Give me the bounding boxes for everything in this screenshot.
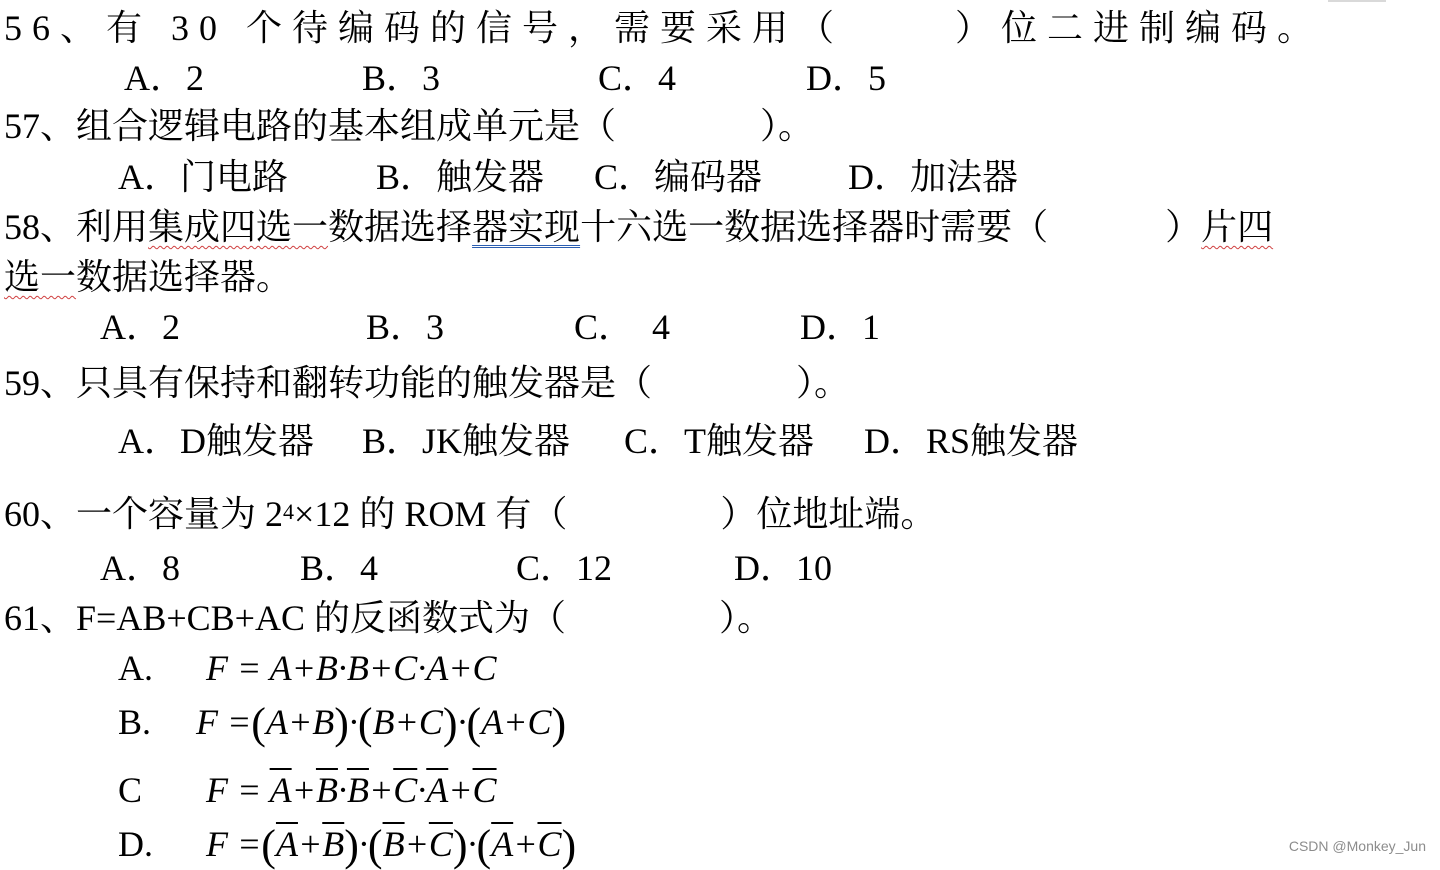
q57-option-c: C．编码器 [594, 157, 763, 197]
question-61-stem: 61、F=AB+CB+AC 的反函数式为（ ）。 [4, 598, 773, 638]
q56-option-a: A．2 [124, 58, 204, 98]
q60-option-b: B．4 [300, 548, 379, 588]
q57-option-a: A．门电路 [118, 157, 288, 197]
q59-option-c: C．T触发器 [624, 421, 815, 461]
q61-option-d-label: D. [118, 824, 153, 864]
q57-option-d: D．加法器 [848, 157, 1018, 197]
q61-option-a-formula: F = A+B·B+C·A+C [206, 648, 497, 688]
q60-option-a: A．8 [100, 548, 180, 588]
question-60-stem: 60、一个容量为 $2^4\times 12$ 的 ROM 有（ ）位地址端。 [4, 494, 937, 534]
q60-option-c: C．12 [516, 548, 613, 588]
question-58-stem-continued: 选一数据选择器。 [4, 257, 293, 297]
q61-option-b-label: B. [118, 702, 152, 742]
q59-option-b: B．JK触发器 [362, 421, 571, 461]
question-58-stem: 58、利用集成四选一数据选择器实现十六选一数据选择器时需要（ ）片四 [4, 207, 1274, 247]
q56-option-b: B．3 [362, 58, 441, 98]
q59-option-d: D．RS触发器 [864, 421, 1079, 461]
q58-option-c: C． 4 [574, 307, 671, 347]
question-56-stem: 56、有 30 个待编码的信号，需要采用（ ）位二进制编码。 [4, 8, 1324, 48]
q61-option-c-label: C [118, 770, 143, 810]
top-edge-line [1328, 0, 1386, 2]
q58-option-a: A．2 [100, 307, 180, 347]
q57-option-b: B．触发器 [376, 157, 545, 197]
csdn-watermark: CSDN @Monkey_Jun [1288, 838, 1426, 854]
question-59-stem: 59、只具有保持和翻转功能的触发器是（ ）。 [4, 363, 851, 403]
q61-option-c-formula: $F = \overline{A}+\overline{B}\cdot\overline{B}+\overline{C}\cdot\overline{A}+\overline{C}$ [206, 770, 497, 810]
q58-option-b: B．3 [366, 307, 445, 347]
q60-option-d: D．10 [734, 548, 832, 588]
q58-option-d: D．1 [800, 307, 880, 347]
q61-option-d-formula: $F =(\overline{A}+\overline{B})\cdot(\overline{B}+\overline{C})\cdot(\overline{A}+\overline{C})$ [206, 821, 577, 870]
question-57-stem: 57、组合逻辑电路的基本组成单元是（ ）。 [4, 106, 815, 146]
q56-option-c: C．4 [598, 58, 677, 98]
q59-option-a: A．D触发器 [118, 421, 314, 461]
q56-option-d: D．5 [806, 58, 886, 98]
q61-option-b-formula: F =(A+B)·(B+C)·(A+C) [196, 699, 567, 748]
q61-option-a-label: A. [118, 648, 153, 688]
